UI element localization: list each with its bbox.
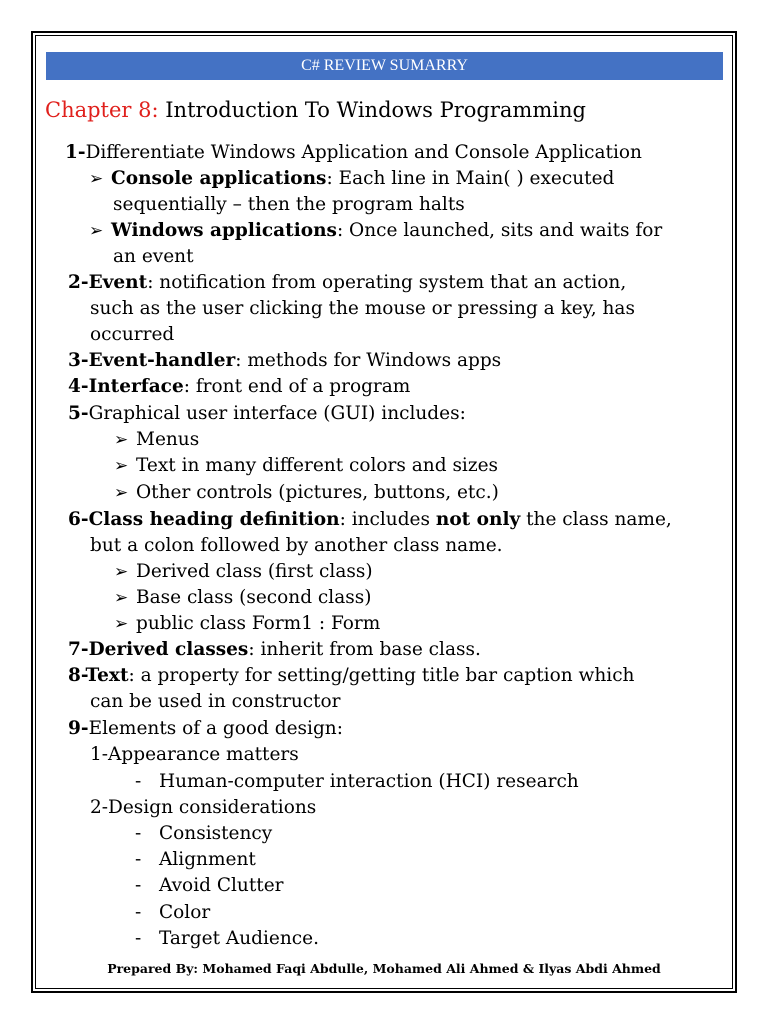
item-1-sub-2-cont: an event xyxy=(113,246,194,267)
item-1-sub-1 xyxy=(89,166,614,192)
item-8-cont: can be used in constructor xyxy=(90,691,341,712)
sub-number: 2- xyxy=(90,797,109,818)
item-6-bullet-2 xyxy=(114,585,371,611)
dash-text: Alignment xyxy=(159,849,256,870)
bold-term: Text xyxy=(85,665,129,686)
item-5-bullet-3 xyxy=(114,480,499,506)
arrow-bullet-icon: ➢ xyxy=(89,221,104,241)
bold-term: not only xyxy=(435,509,521,530)
item-6-cont: but a colon followed by another class name. xyxy=(90,535,503,556)
summary-banner: C# REVIEW SUMARRY xyxy=(46,52,723,80)
item-8 xyxy=(68,663,634,689)
bold-term: Event-handler xyxy=(88,350,236,371)
dash-text: Target Audience. xyxy=(159,928,319,949)
item-9-sub-2-dash-3 xyxy=(135,873,284,899)
item-number: 9- xyxy=(68,718,89,739)
item-text: : Each line in Main( ) executed xyxy=(326,168,615,189)
dash-text: Consistency xyxy=(159,823,273,844)
sub-text: Appearance matters xyxy=(108,744,299,765)
arrow-bullet-icon: ➢ xyxy=(114,430,129,450)
item-9-sub-2-dash-5 xyxy=(135,926,319,952)
item-text: : includes xyxy=(339,509,436,530)
item-number: 5- xyxy=(68,403,89,424)
item-9 xyxy=(68,716,343,742)
item-number: 6- xyxy=(68,509,89,530)
bold-term: Console applications xyxy=(111,168,327,189)
chapter-title: Introduction To Windows Programming xyxy=(165,98,586,122)
chapter-label: Chapter 8: xyxy=(45,98,159,122)
item-number: 2- xyxy=(68,272,89,293)
item-text: the class name, xyxy=(520,509,672,530)
item-text: : front end of a program xyxy=(183,376,411,397)
bold-term: Class heading definition xyxy=(88,509,340,530)
bullet-text: Text in many different colors and sizes xyxy=(136,455,499,476)
bold-term: Interface xyxy=(88,376,184,397)
item-text: Elements of a good design: xyxy=(88,718,343,739)
item-5 xyxy=(68,401,466,427)
item-text: : methods for Windows apps xyxy=(235,350,502,371)
arrow-bullet-icon: ➢ xyxy=(89,169,104,189)
arrow-bullet-icon: ➢ xyxy=(114,588,129,608)
dash-bullet: - xyxy=(135,823,142,844)
bullet-text: Base class (second class) xyxy=(136,587,372,608)
item-4 xyxy=(68,374,410,400)
dash-bullet: - xyxy=(135,849,142,870)
chapter-heading xyxy=(45,98,586,122)
bullet-text: Derived class (first class) xyxy=(136,561,373,582)
item-9-sub-1 xyxy=(90,742,299,768)
arrow-bullet-icon: ➢ xyxy=(114,483,129,503)
item-9-sub-2-dash-2 xyxy=(135,847,256,873)
item-text: : Once launched, sits and waits for xyxy=(336,220,663,241)
item-text: Graphical user interface (GUI) includes: xyxy=(88,403,466,424)
bold-term: Windows applications xyxy=(111,220,337,241)
item-1 xyxy=(65,140,642,166)
item-number: 4- xyxy=(68,376,89,397)
item-6-bullet-3 xyxy=(114,611,380,637)
item-9-sub-2 xyxy=(90,795,316,821)
item-1-sub-2 xyxy=(89,218,662,244)
item-5-bullet-2 xyxy=(114,453,498,479)
item-number: 1- xyxy=(65,142,86,163)
arrow-bullet-icon: ➢ xyxy=(114,562,129,582)
dash-bullet: - xyxy=(135,875,142,896)
item-2 xyxy=(68,270,626,296)
item-1-sub-1-cont: sequentially – then the program halts xyxy=(113,194,465,215)
dash-bullet: - xyxy=(135,771,142,792)
item-number: 8- xyxy=(68,665,86,686)
bold-term: Derived classes xyxy=(88,639,249,660)
bullet-text: Other controls (pictures, buttons, etc.) xyxy=(136,482,499,503)
bold-term: Event xyxy=(88,272,148,293)
item-7 xyxy=(68,637,481,663)
item-2-cont-2: occurred xyxy=(90,324,175,345)
dash-text: Avoid Clutter xyxy=(159,875,284,896)
item-9-sub-2-dash-4 xyxy=(135,900,210,926)
item-text: Differentiate Windows Application and Console Application xyxy=(85,142,642,163)
sub-number: 1- xyxy=(90,744,109,765)
item-number: 3- xyxy=(68,350,89,371)
item-3 xyxy=(68,348,501,374)
item-text: : a property for setting/getting title bar caption which xyxy=(128,665,635,686)
dash-text: Human-computer interaction (HCI) research xyxy=(159,771,579,792)
dash-text: Color xyxy=(159,902,211,923)
arrow-bullet-icon: ➢ xyxy=(114,456,129,476)
bullet-text: public class Form1 : Form xyxy=(136,613,381,634)
item-text: : notification from operating system that an action, xyxy=(147,272,627,293)
item-9-sub-1-dash-1 xyxy=(135,769,579,795)
dash-bullet: - xyxy=(135,928,142,949)
arrow-bullet-icon: ➢ xyxy=(114,614,129,634)
item-5-bullet-1 xyxy=(114,427,199,453)
dash-bullet: - xyxy=(135,902,142,923)
bullet-text: Menus xyxy=(136,429,200,450)
sub-text: Design considerations xyxy=(108,797,317,818)
item-9-sub-2-dash-1 xyxy=(135,821,272,847)
item-6 xyxy=(68,507,672,533)
item-number: 7- xyxy=(68,639,89,660)
item-2-cont-1: such as the user clicking the mouse or pressing a key, has xyxy=(90,298,635,319)
item-text: : inherit from base class. xyxy=(248,639,481,660)
item-6-bullet-1 xyxy=(114,559,373,585)
footer-credits: Prepared By: Mohamed Faqi Abdulle, Mohamed Ali Ahmed & Ilyas Abdi Ahmed xyxy=(107,961,661,976)
